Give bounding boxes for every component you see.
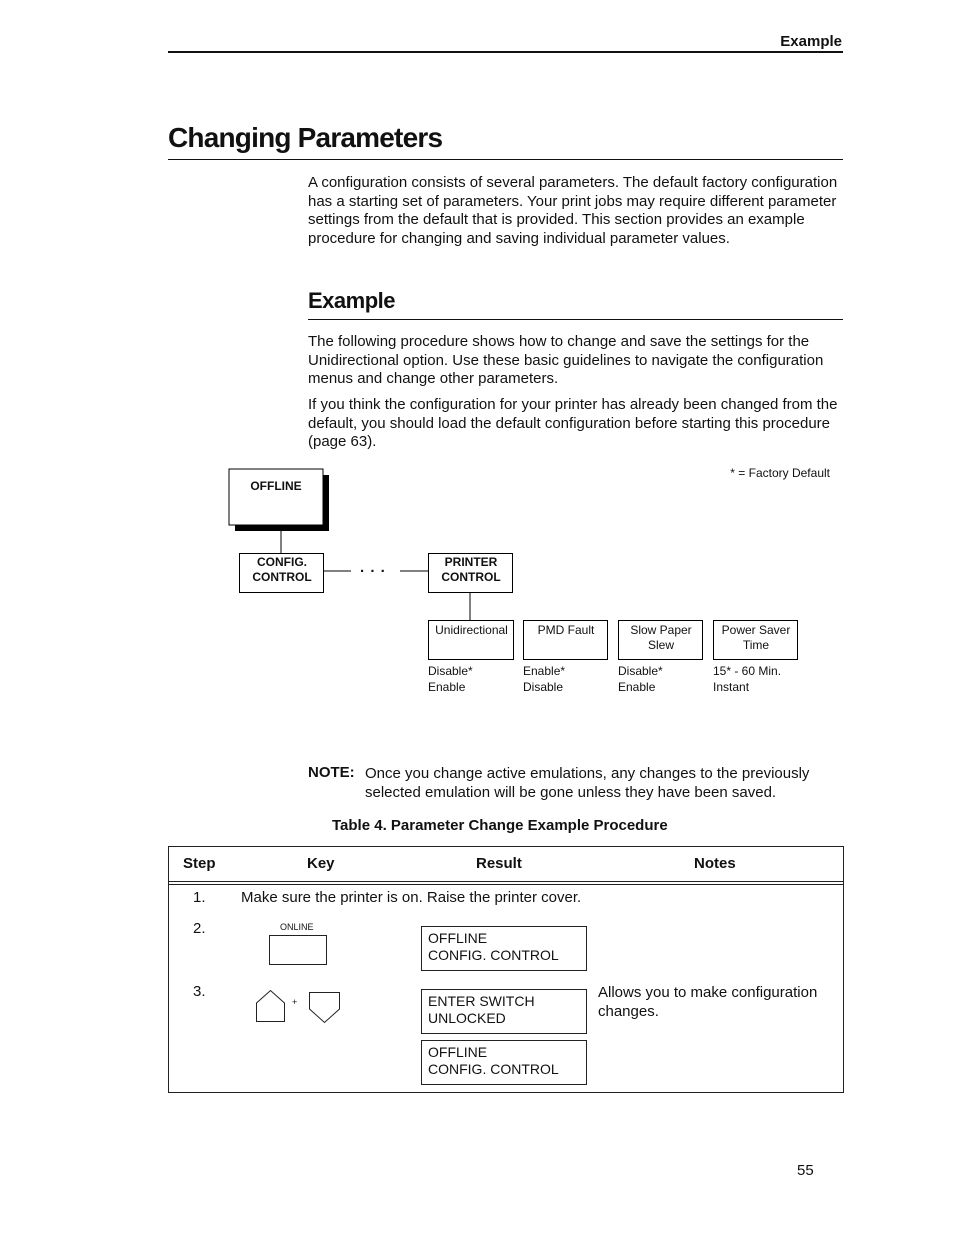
column-header-result: Result bbox=[476, 855, 522, 872]
option-value: Disable bbox=[523, 679, 564, 694]
page-title: Changing Parameters bbox=[168, 122, 443, 153]
option-name: PMD Fault bbox=[537, 623, 595, 637]
step-number: 3. bbox=[193, 983, 206, 1000]
column-header-step: Step bbox=[183, 855, 216, 872]
running-header: Example bbox=[780, 33, 842, 50]
example-paragraph-1: The following procedure shows how to change and save the settings for the Unidirectional option. Use these basic guidelines to navigate the configuration menus and change other parameters. bbox=[308, 333, 824, 388]
menu-ellipsis: . . . bbox=[360, 559, 386, 576]
table-header-rule bbox=[168, 884, 844, 885]
printer-control-line2: CONTROL bbox=[441, 570, 501, 584]
lcd-line: CONFIG. CONTROL bbox=[428, 1061, 559, 1077]
option-value: Enable bbox=[428, 679, 466, 694]
option-name-line2: Slew bbox=[647, 638, 674, 652]
option-name: Power Saver bbox=[721, 623, 791, 637]
option-value: Instant bbox=[713, 679, 750, 694]
online-key-button bbox=[269, 935, 327, 965]
intro-paragraph: A configuration consists of several parameters. The default factory configuration has a starting set of parameters. Your print jobs may require different parameter settings from the default that is provided. This section provides an example procedure for changing and saving individual parameter values. bbox=[308, 174, 838, 248]
printer-control-line1: PRINTER bbox=[444, 555, 498, 569]
example-paragraph-2: If you think the configuration for your printer has already been changed from the default, you should load the default configuration before starting this procedure (page 63). bbox=[308, 396, 838, 451]
lcd-display-result bbox=[421, 989, 587, 1034]
down-arrow-key-icon bbox=[310, 993, 340, 1023]
step-notes: Allows you to make configuration changes. bbox=[598, 984, 818, 1020]
column-header-notes: Notes bbox=[694, 855, 736, 872]
step-number: 1. bbox=[193, 889, 206, 906]
config-control-line1: CONFIG. bbox=[257, 555, 307, 569]
column-header-key: Key bbox=[307, 855, 335, 872]
config-control-label bbox=[240, 555, 324, 585]
step-instruction: Make sure the printer is on. Raise the printer cover. bbox=[241, 889, 582, 906]
option-name: Unidirectional bbox=[435, 623, 508, 637]
lcd-line: ENTER SWITCH bbox=[428, 993, 535, 1009]
key-plus-sign: + bbox=[292, 997, 298, 1007]
note-label: NOTE: bbox=[308, 764, 355, 781]
option-value: Enable bbox=[618, 679, 656, 694]
lcd-display-result bbox=[421, 926, 587, 971]
up-down-key-icons bbox=[254, 989, 344, 1025]
lcd-line: CONFIG. CONTROL bbox=[428, 947, 559, 963]
online-key-label: ONLINE bbox=[280, 922, 314, 932]
up-arrow-key-icon bbox=[257, 991, 285, 1022]
option-label-slow-paper-slew bbox=[619, 623, 703, 653]
offline-label: OFFLINE bbox=[250, 479, 302, 493]
printer-control-label bbox=[429, 555, 513, 585]
option-name-line2: Time bbox=[742, 638, 770, 652]
factory-default-note: * = Factory Default bbox=[730, 466, 830, 480]
option-values-pmd-fault bbox=[523, 664, 565, 695]
table-caption: Table 4. Parameter Change Example Procedure bbox=[332, 817, 668, 834]
table-header-rule bbox=[168, 881, 844, 882]
lcd-display-result bbox=[421, 1040, 587, 1085]
lcd-line: UNLOCKED bbox=[428, 1010, 506, 1026]
lcd-line: OFFLINE bbox=[428, 930, 488, 946]
page-number: 55 bbox=[797, 1162, 814, 1179]
offline-box bbox=[229, 469, 323, 525]
option-value: Disable* bbox=[618, 664, 663, 678]
option-values-unidirectional bbox=[428, 664, 473, 695]
step-number: 2. bbox=[193, 920, 206, 937]
lcd-line: OFFLINE bbox=[428, 1044, 488, 1060]
option-values-power-saver bbox=[713, 664, 781, 695]
option-label-pmd-fault bbox=[524, 623, 608, 638]
option-label-unidirectional bbox=[429, 623, 514, 638]
option-label-power-saver bbox=[714, 623, 798, 653]
section-title: Example bbox=[308, 288, 395, 313]
option-values-slow-paper-slew bbox=[618, 664, 663, 695]
option-value: 15* - 60 Min. bbox=[713, 664, 782, 678]
option-value: Disable* bbox=[428, 664, 473, 678]
note-text: Once you change active emulations, any changes to the previously selected emulation will be gone unless they have been saved. bbox=[365, 765, 810, 801]
option-value: Enable* bbox=[523, 664, 566, 678]
config-control-line2: CONTROL bbox=[252, 570, 312, 584]
option-name: Slow Paper bbox=[630, 623, 692, 637]
